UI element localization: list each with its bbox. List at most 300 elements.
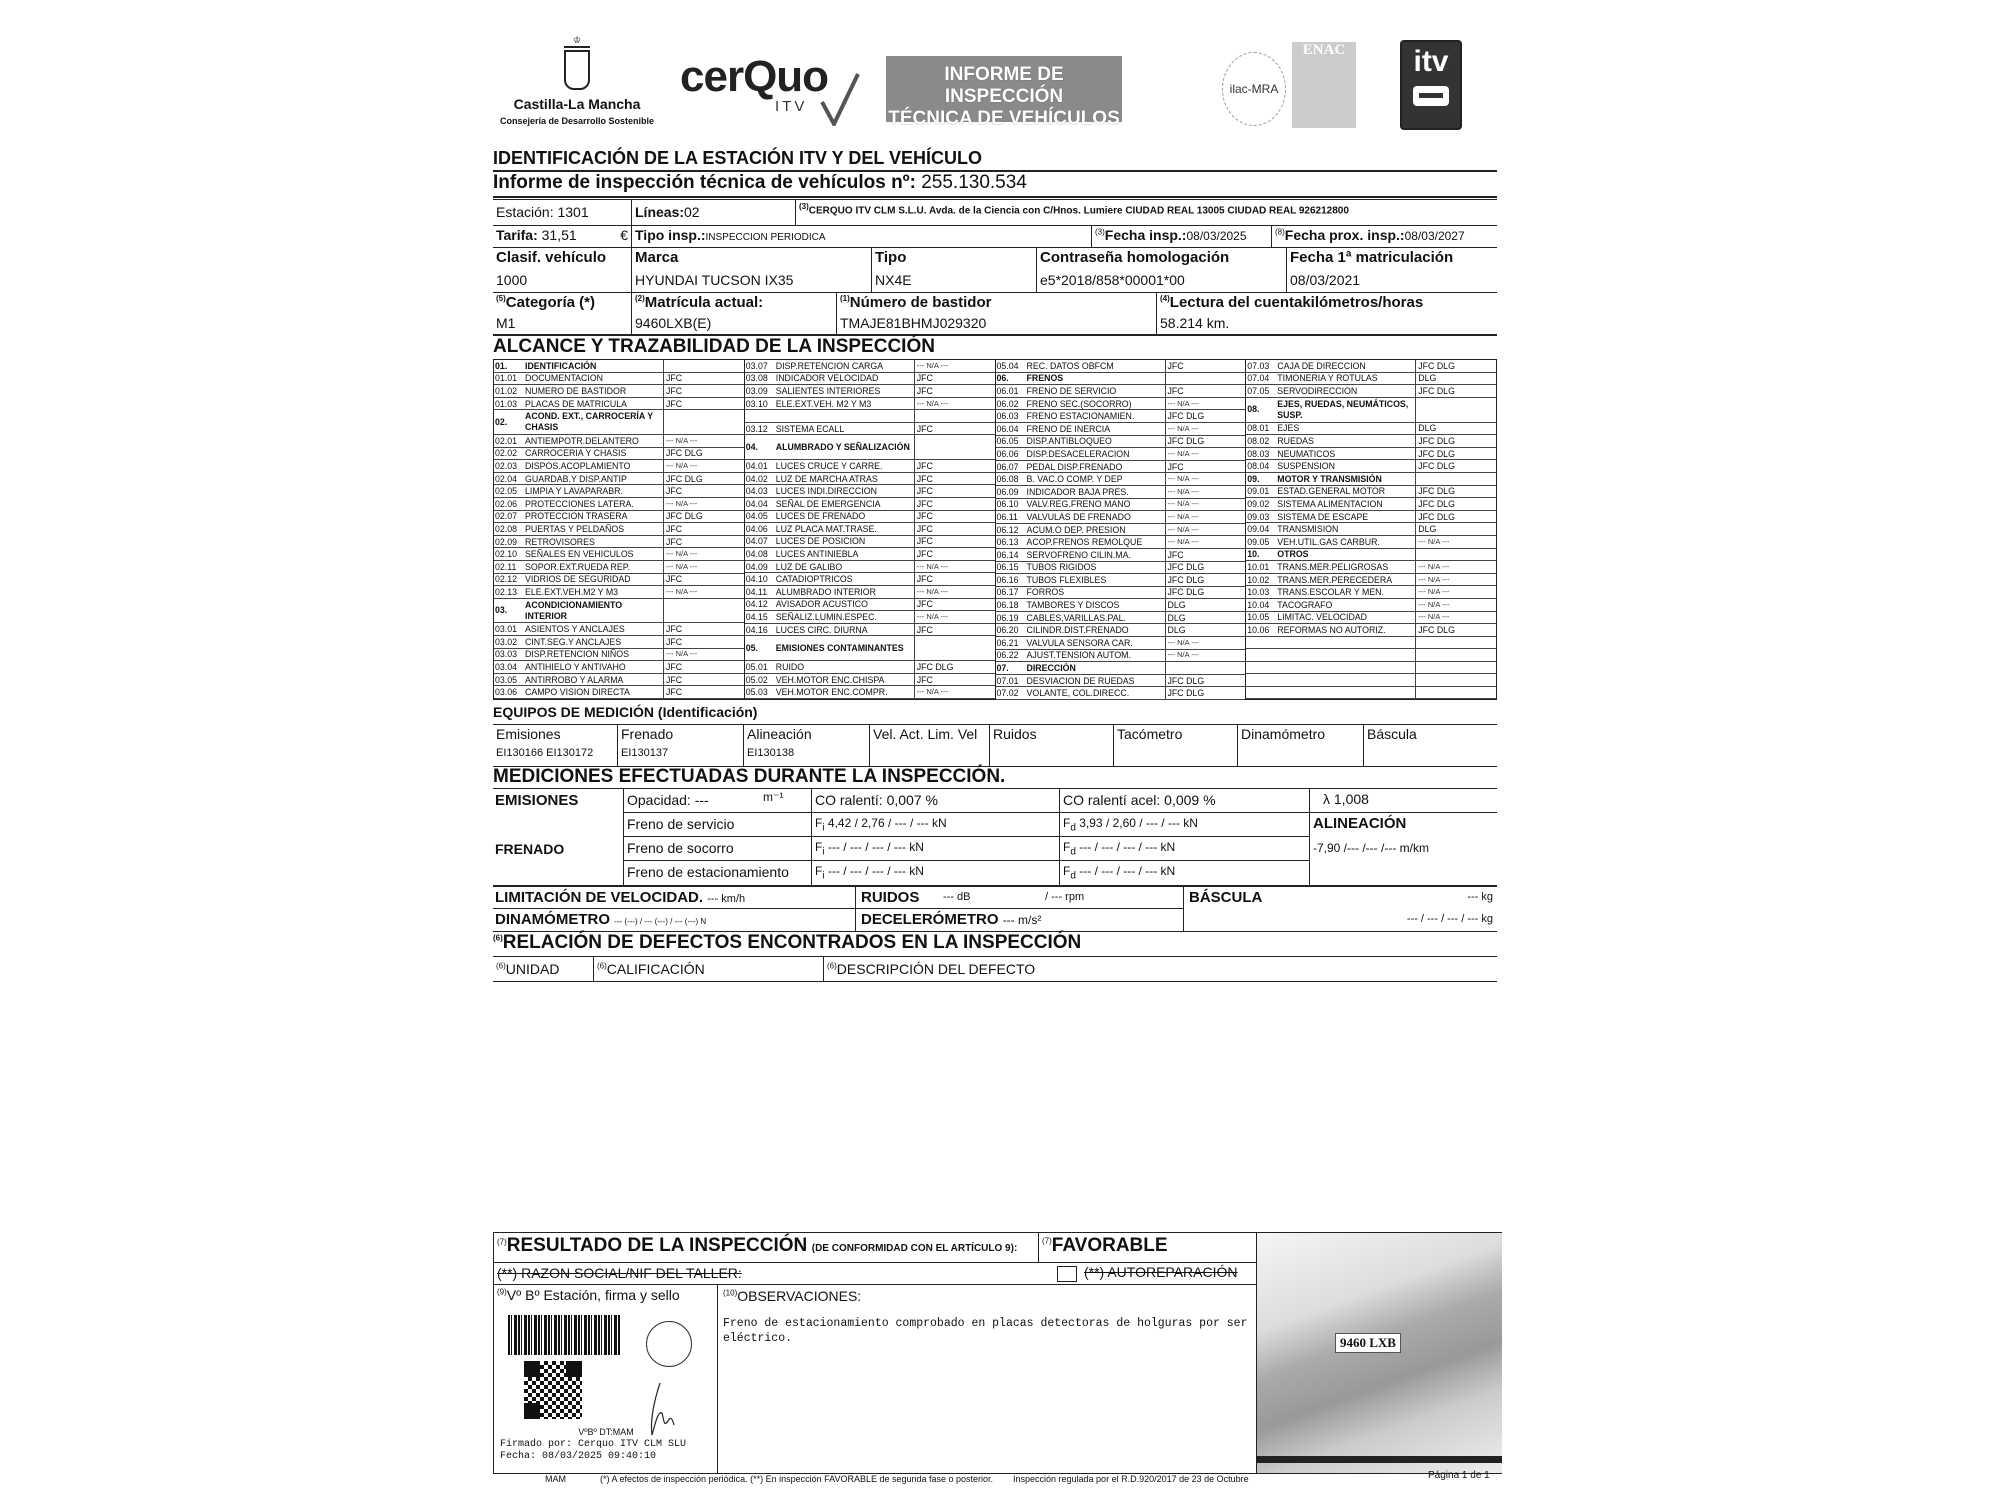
- item-code: [1246, 687, 1277, 698]
- item-name: FRENO DE SERVICIO: [1026, 385, 1117, 396]
- observations-label: OBSERVACIONES:: [737, 1288, 862, 1304]
- item-name: LUCES CIRC. DIURNA: [775, 624, 868, 635]
- item-result: JFC DLG: [1415, 624, 1496, 636]
- item-result: --- N/A ---: [1165, 536, 1246, 548]
- measurements-table: [493, 788, 1497, 932]
- item-name: [1277, 649, 1415, 660]
- item-code: 04.11: [745, 586, 768, 597]
- scale-value: --- kg: [1467, 891, 1493, 903]
- item-code: 02.12: [495, 574, 518, 585]
- scope-section-header: [1246, 473, 1496, 486]
- scope-row: [494, 473, 744, 486]
- item-name: MOTOR Y TRANSMISIÓN: [1277, 473, 1382, 484]
- item-name: VALVULAS DE FRENADO: [1026, 511, 1131, 522]
- scale-label: BÁSCULA: [1189, 889, 1263, 906]
- scope-row: [996, 524, 1246, 537]
- item-code: 06.12: [996, 524, 1019, 535]
- item-result: --- N/A ---: [663, 586, 744, 598]
- footer-initials: MAM: [545, 1474, 566, 1484]
- scope-row: [1246, 574, 1496, 587]
- scope-row: [996, 650, 1246, 663]
- brake-fi: [815, 864, 924, 881]
- scope-section-header: [494, 360, 744, 373]
- scope-row: [1246, 536, 1496, 549]
- opacity-value: Opacidad: ---: [627, 792, 709, 808]
- item-code: 09.: [1247, 473, 1260, 484]
- brake-fd: [1063, 840, 1175, 857]
- scope-row: [1246, 637, 1496, 649]
- homologation-value: e5*2018/858*00001*00: [1040, 272, 1185, 288]
- item-name: ACOP.FRENOS REMOLQUE: [1026, 537, 1143, 548]
- item-code: 06.01: [996, 385, 1019, 396]
- report-title-banner: [886, 56, 1122, 129]
- fee-row: Tarifa: 31,51 € Tipo insp.:INSPECCION PERIODICA $^{(3)}$Fecha insp.:08/03/2025 $^{(8)}$Fecha prox. insp.:08/03/2027: [493, 225, 1497, 248]
- defects-header-row: $^{(6)}$UNIDAD $^{(6)}$CALIFICACIÓN $^{(6)}$DESCRIPCIÓN DEL DEFECTO: [493, 956, 1497, 982]
- item-result: --- N/A ---: [1415, 536, 1496, 548]
- scope-section-header: [996, 373, 1246, 386]
- equipment-cell: [743, 725, 869, 766]
- item-code: 02.13: [495, 586, 518, 597]
- signed-date: Fecha: 08/03/2025 09:40:10: [500, 1451, 657, 1462]
- item-name: SOPOR.EXT.RUEDA REP.: [525, 561, 630, 572]
- brand-name: cerQuo: [680, 52, 829, 101]
- item-code: 06.19: [996, 612, 1019, 623]
- item-result: --- N/A ---: [1165, 486, 1246, 498]
- item-result: --- N/A ---: [914, 561, 995, 573]
- item-result: --- N/A ---: [914, 686, 995, 698]
- equipment-row: [493, 724, 1497, 767]
- scope-row: [1246, 373, 1496, 386]
- item-code: 10.02: [1247, 574, 1270, 585]
- noise-label: RUIDOS: [861, 889, 920, 906]
- item-name: REC. DATOS OBFCM: [1026, 360, 1114, 371]
- scope-row: [1246, 586, 1496, 599]
- scope-row: [1246, 624, 1496, 637]
- castilla-la-mancha-logo: [497, 36, 657, 136]
- item-name: LUCES ANTINIEBLA: [775, 549, 859, 560]
- item-name: ANTIHIELO Y ANTIVAHO: [525, 662, 626, 673]
- brake-fi: [815, 816, 947, 833]
- scope-row: [494, 661, 744, 674]
- scope-row: [996, 499, 1246, 512]
- item-result: DLG: [1415, 373, 1496, 385]
- scope-row: [996, 398, 1246, 411]
- item-result: JFC: [914, 573, 995, 585]
- equipment-label: Dinamómetro: [1241, 726, 1326, 742]
- scope-row: [494, 649, 744, 662]
- item-code: 07.02: [996, 688, 1019, 699]
- scope-row: [745, 611, 995, 624]
- type-label: Tipo insp.:: [635, 227, 706, 243]
- item-name: VEH.UTIL.GAS CARBUR.: [1277, 536, 1380, 547]
- item-result: --- N/A ---: [914, 360, 995, 372]
- scope-row: [494, 636, 744, 649]
- scope-row: [745, 473, 995, 486]
- item-name: DIRECCIÓN: [1026, 663, 1076, 674]
- class-label: Clasif. vehículo: [496, 249, 607, 266]
- item-name: CINT.SEG.Y ANCLAJES: [525, 636, 622, 647]
- item-result: --- N/A ---: [1165, 448, 1246, 460]
- scope-row: [1246, 498, 1496, 511]
- item-code: 10.06: [1247, 624, 1270, 635]
- itv-logo: [1400, 40, 1462, 130]
- item-code: 06.03: [996, 411, 1019, 422]
- item-code: 10.04: [1247, 599, 1270, 610]
- item-code: 06.13: [996, 537, 1019, 548]
- scope-table: [493, 359, 1497, 700]
- item-name: CABLES,VARILLAS.PAL.: [1026, 612, 1126, 623]
- scope-row: [494, 548, 744, 561]
- item-result: [663, 360, 744, 372]
- scope-row: [494, 523, 744, 536]
- item-name: GUARDAB.Y DISP.ANTIP: [525, 473, 627, 484]
- scope-section-header: [996, 662, 1246, 675]
- item-result: [1415, 674, 1496, 685]
- scope-row: [996, 637, 1246, 650]
- scope-row: [745, 360, 995, 373]
- first-registration-label: Fecha 1ª matriculación: [1290, 249, 1454, 266]
- scope-row: [1246, 486, 1496, 499]
- scope-row: [494, 536, 744, 549]
- scope-row: [745, 536, 995, 549]
- item-result: --- N/A ---: [1165, 473, 1246, 485]
- item-code: 04.09: [745, 561, 768, 572]
- item-code: 02.: [495, 416, 508, 427]
- item-name: VALVULA SENSORA CAR.: [1026, 637, 1133, 648]
- item-name: INDICADOR VELOCIDAD: [775, 373, 879, 384]
- item-result: JFC DLG: [1415, 460, 1496, 472]
- enac-text: ENAC: [1302, 42, 1346, 58]
- scope-row: [494, 574, 744, 587]
- item-code: 02.03: [495, 461, 518, 472]
- opacity-unit: m⁻¹: [763, 790, 784, 804]
- item-code: 01.01: [495, 373, 518, 384]
- item-name: ELE.EXT.VEH. M2 Y M3: [775, 398, 872, 409]
- item-name: REFORMAS NO AUTORIZ.: [1277, 624, 1386, 635]
- decelerometer-label-text: DECELERÓMETRO: [861, 911, 999, 928]
- item-name: SEÑAL DE EMERGENCIA: [775, 498, 881, 509]
- item-result: --- N/A ---: [1165, 398, 1246, 410]
- scope-row: [996, 461, 1246, 474]
- next-date-value: 08/03/2027: [1404, 229, 1465, 243]
- item-code: 06.15: [996, 562, 1019, 573]
- item-code: 03.04: [495, 662, 518, 673]
- scope-row: [745, 586, 995, 599]
- identification-heading: IDENTIFICACIÓN DE LA ESTACIÓN ITV Y DEL VEHÍCULO: [493, 148, 1497, 172]
- brake-fi-value: 4,42 / 2,76 / --- / --- kN: [827, 816, 947, 830]
- item-name: DISP.ANTIBLOQUEO: [1026, 436, 1112, 447]
- item-result: --- N/A ---: [1415, 574, 1496, 586]
- item-name: TRANS.MER.PERECEDERA: [1277, 574, 1393, 585]
- fi-label: F: [815, 840, 823, 854]
- equipment-cell: [1363, 725, 1497, 766]
- noise-db: --- dB: [943, 891, 971, 903]
- scope-row: [996, 473, 1246, 486]
- item-code: 06.17: [996, 587, 1019, 598]
- result-label: RESULTADO DE LA INSPECCIÓN: [506, 1235, 808, 1256]
- item-name: FRENOS: [1026, 373, 1064, 384]
- item-name: ALUMBRADO INTERIOR: [775, 586, 876, 597]
- item-result: JFC: [914, 511, 995, 523]
- scope-section-header: [1246, 549, 1496, 562]
- item-code: 05.02: [745, 674, 768, 685]
- scope-row: [1246, 460, 1496, 473]
- barcode: [508, 1315, 620, 1355]
- item-code: 04.04: [745, 498, 768, 509]
- scope-row: [745, 686, 995, 699]
- item-name: TAMBORES Y DISCOS: [1026, 600, 1120, 611]
- brake-name: Freno de socorro: [627, 840, 734, 856]
- item-name: SISTEMA ECALL: [775, 423, 845, 434]
- category-value: M1: [496, 315, 516, 331]
- item-result: JFC: [914, 473, 995, 485]
- item-code: 06.11: [996, 511, 1018, 522]
- scope-row: [996, 423, 1246, 436]
- item-code: 01.02: [495, 385, 518, 396]
- item-result: JFC DLG: [1165, 675, 1246, 687]
- scope-row: [745, 548, 995, 561]
- scope-row: [494, 498, 744, 511]
- decelerometer-label: [861, 911, 1041, 928]
- item-name: AVISADOR ACUSTICO: [775, 599, 868, 610]
- alignment-label: ALINEACIÓN: [1313, 815, 1407, 832]
- item-code: 05.01: [745, 662, 768, 672]
- item-code: 06.21: [996, 637, 1019, 648]
- vin-value: TMAJE81BHMJ029320: [840, 315, 987, 331]
- scope-row: [1246, 385, 1496, 398]
- item-name: ACONDICIONAMIENTO INTERIOR: [525, 599, 623, 621]
- item-code: 04.02: [745, 473, 768, 484]
- item-name: DISP.RETENCION CARGA: [775, 360, 884, 371]
- item-result: JFC: [914, 373, 995, 385]
- equipment-cell: [989, 725, 1113, 766]
- item-name: OTROS: [1277, 549, 1309, 560]
- item-name: [1277, 637, 1415, 648]
- item-name: EJES, RUEDAS, NEUMÁTICOS, SUSP.: [1277, 398, 1409, 420]
- equipment-label: Báscula: [1367, 726, 1417, 742]
- equipment-heading: EQUIPOS DE MEDICIÓN (Identificación): [493, 704, 758, 720]
- item-name: PROTECCION TRASERA: [525, 511, 628, 522]
- item-result: JFC: [1165, 385, 1246, 397]
- item-result: JFC DLG: [1415, 486, 1496, 498]
- item-code: 06.10: [996, 499, 1019, 510]
- observations: $^{(10)}$OBSERVACIONES: Freno de estacionamiento comprobado en placas detectoras de holguras por ser eléctrico.: [720, 1285, 1256, 1473]
- item-code: 03.07: [745, 360, 768, 371]
- item-name: FRENO DE INERCIA: [1026, 423, 1111, 434]
- item-result: JFC: [663, 661, 744, 673]
- item-name: CARROCERIA Y CHASIS: [525, 448, 627, 459]
- scope-row: [1246, 435, 1496, 448]
- class-value: 1000: [496, 272, 528, 288]
- item-code: 06.16: [996, 574, 1019, 585]
- item-result: JFC DLG: [1415, 435, 1496, 447]
- footer-regulation: Inspección regulada por el R.D.920/2017 de 23 de Octubre: [1013, 1474, 1249, 1484]
- fee-label: Tarifa:: [496, 227, 538, 243]
- fd-sub: d: [1070, 870, 1076, 882]
- item-name: [1277, 674, 1415, 685]
- scope-row: [745, 523, 995, 536]
- item-code: 06.02: [996, 398, 1019, 409]
- page-number: Página 1 de 1: [1428, 1470, 1490, 1481]
- make-label: Marca: [635, 249, 679, 266]
- dynamometer-value: --- (---) / --- (---) / --- (---) N: [614, 917, 707, 926]
- scope-row: [996, 410, 1246, 423]
- item-code: 10.05: [1247, 612, 1270, 623]
- item-result: --- N/A ---: [1165, 423, 1246, 435]
- item-result: [1165, 662, 1246, 674]
- item-name: [1277, 687, 1415, 698]
- scope-row: [996, 587, 1246, 600]
- item-name: SISTEMA DE ESCAPE: [1277, 511, 1369, 522]
- item-name: DESVIACION DE RUEDAS: [1026, 675, 1135, 686]
- item-result: JFC DLG: [1165, 410, 1246, 422]
- item-name: ESTAD.GENERAL MOTOR: [1277, 486, 1386, 497]
- scope-row: [494, 586, 744, 599]
- brake-fd-value: --- / --- / --- / --- kN: [1079, 864, 1176, 878]
- item-code: 03.02: [495, 636, 518, 647]
- region-name: Castilla-La Mancha: [513, 96, 641, 112]
- item-name: NEUMATICOS: [1277, 448, 1336, 459]
- item-name: VALV.REG.FRENO MANO: [1026, 499, 1131, 510]
- scope-section-header: [1246, 398, 1496, 423]
- item-name: LUCES CRUCE Y CARRE.: [775, 460, 883, 471]
- item-result: [1415, 687, 1496, 698]
- scope-row: [745, 573, 995, 586]
- item-code: 01.: [495, 360, 508, 371]
- item-result: --- N/A ---: [1165, 511, 1246, 523]
- item-name: TACOGRAFO: [1277, 599, 1333, 610]
- measurements-heading: MEDICIONES EFECTUADAS DURANTE LA INSPECCIÓN.: [493, 766, 1006, 787]
- item-code: 03.: [495, 605, 508, 616]
- scope-row: [996, 511, 1246, 524]
- item-code: 07.03: [1247, 360, 1270, 371]
- item-result: [1415, 662, 1496, 673]
- photo-plate: 9460 LXB: [1335, 1333, 1401, 1353]
- item-result: JFC: [914, 485, 995, 497]
- qr-code: [524, 1361, 582, 1419]
- scope-row: [996, 612, 1246, 625]
- item-name: SALIENTES INTERIORES: [775, 385, 881, 396]
- item-code: 07.04: [1247, 373, 1270, 384]
- fd-sub: d: [1070, 846, 1076, 858]
- equipment-id: EI130137: [621, 747, 669, 759]
- item-result: JFC DLG: [1415, 498, 1496, 510]
- item-result: [914, 636, 995, 660]
- item-code: 02.11: [495, 561, 517, 572]
- item-result: [1165, 373, 1246, 385]
- shield-icon: [564, 50, 590, 90]
- item-code: 08.04: [1247, 461, 1270, 472]
- item-name: PROTECCIONES LATERA.: [525, 498, 634, 509]
- equipment-label: Ruidos: [993, 726, 1037, 742]
- item-name: DISPOS.ACOPLAMIENTO: [525, 461, 631, 472]
- item-result: JFC: [1165, 549, 1246, 561]
- scope-row: [996, 549, 1246, 562]
- item-result: --- N/A ---: [1165, 499, 1246, 511]
- item-result: JFC: [914, 536, 995, 548]
- item-code: 02.02: [495, 448, 518, 459]
- fd-label: F: [1063, 840, 1071, 854]
- brake-name: Freno de servicio: [627, 816, 735, 832]
- scope-row: [745, 624, 995, 637]
- item-code: 05.: [745, 642, 758, 653]
- item-result: [1415, 549, 1496, 561]
- scope-section-header: [494, 410, 744, 435]
- alignment-value: -7,90 /--- /--- /--- m/km: [1313, 841, 1429, 855]
- date-value: 08/03/2025: [1186, 229, 1247, 243]
- scope-row: [996, 562, 1246, 575]
- item-code: 02.04: [495, 473, 518, 484]
- equipment-cell: [869, 725, 989, 766]
- item-result: JFC: [663, 686, 744, 698]
- item-code: 04.15: [745, 612, 768, 623]
- category-label: Categoría (*): [505, 294, 595, 311]
- item-code: 02.06: [495, 498, 518, 509]
- car-icon: [1413, 86, 1449, 106]
- item-name: ANTIEMPOTR.DELANTERO: [525, 435, 639, 446]
- item-code: 04.: [745, 441, 758, 452]
- station-address: CERQUO ITV CLM S.L.U. Avda. de la Ciencia con C/Hnos. Lumiere CIUDAD REAL 13005 CIUDAD REAL 926212800: [808, 205, 1349, 217]
- vehicle-photo: [1256, 1233, 1502, 1473]
- item-result: JFC DLG: [1415, 385, 1496, 397]
- item-name: ACUM.O DEP. PRESION: [1026, 524, 1126, 535]
- lines-label: Líneas:: [635, 204, 685, 220]
- item-result: JFC DLG: [1415, 511, 1496, 523]
- scope-row: [996, 675, 1246, 688]
- scope-row: [996, 687, 1246, 700]
- scope-row: [745, 498, 995, 511]
- item-code: [1246, 662, 1277, 673]
- item-result: JFC DLG: [663, 473, 744, 485]
- scope-row: [1246, 599, 1496, 612]
- odometer-value: 58.214 km.: [1160, 315, 1230, 331]
- item-name: LUZ DE MARCHA ATRAS: [775, 473, 878, 484]
- item-name: CAJA DE DIRECCION: [1277, 360, 1366, 371]
- item-result: [663, 599, 744, 623]
- item-name: LIMITAC. VELOCIDAD: [1277, 612, 1368, 623]
- item-code: 10.03: [1247, 587, 1270, 598]
- item-result: JFC DLG: [1165, 436, 1246, 448]
- brake-fd: [1063, 864, 1175, 881]
- item-code: 05.04: [996, 360, 1019, 371]
- scope-row: [494, 561, 744, 574]
- station-stamp: [646, 1321, 692, 1367]
- dynamometer-label: [495, 911, 706, 928]
- brake-fd: [1063, 816, 1198, 833]
- scope-row: [494, 686, 744, 699]
- item-name: PUERTAS Y PELDAÑOS: [525, 524, 625, 534]
- item-code: 02.05: [495, 486, 518, 497]
- odometer-label: Lectura del cuentakilómetros/horas: [1169, 294, 1424, 311]
- item-name: VIDRIOS DE SEGURIDAD: [525, 574, 631, 585]
- ilac-mra-logo: ilac-MRA: [1222, 52, 1286, 126]
- self-repair-checkbox[interactable]: [1057, 1266, 1077, 1282]
- item-code: 09.02: [1247, 499, 1270, 510]
- scope-row: [494, 448, 744, 461]
- scope-section-header: [494, 599, 744, 624]
- scope-row: [494, 485, 744, 498]
- item-result: DLG: [1165, 599, 1246, 611]
- scope-row: [494, 674, 744, 687]
- item-result: --- N/A ---: [1415, 599, 1496, 611]
- scope-row: [1246, 687, 1496, 699]
- enac-logo: [1292, 42, 1356, 128]
- equipment-cell: [493, 725, 617, 766]
- item-code: 04.16: [745, 624, 768, 635]
- first-registration-value: 08/03/2021: [1290, 272, 1361, 288]
- item-result: --- N/A ---: [1415, 586, 1496, 598]
- report-number: 255.130.534: [921, 172, 1027, 193]
